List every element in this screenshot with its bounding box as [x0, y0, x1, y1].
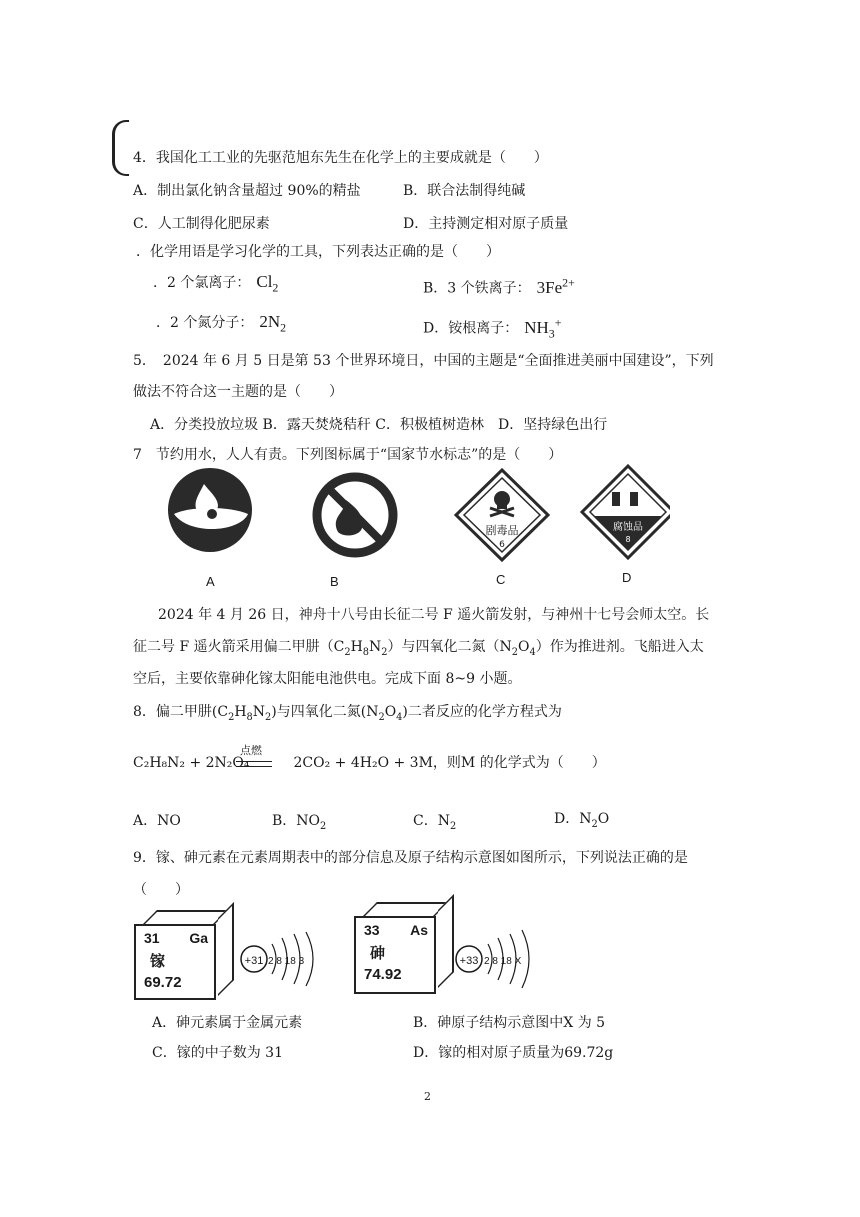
toxic-sign-text: 剧毒品 — [485, 524, 519, 537]
as-element-tile — [354, 916, 436, 994]
q8-option-a: A．NO — [133, 813, 181, 829]
as-symbol: As — [410, 922, 428, 938]
q8-option-b: B．$NO_2$ — [272, 813, 327, 832]
q7-signs — [150, 462, 670, 592]
q8-option-d: D．$N_2O$ — [554, 811, 610, 830]
q9-stem-line1: 9．镓、砷元素在元素周期表中的部分信息及原子结构示意图如图所示，下列说法正确的是 — [133, 850, 688, 866]
q7-signs-graphic — [150, 462, 670, 592]
as-name: 砷 — [370, 945, 386, 962]
q8-option-c: C．$N_2$ — [413, 813, 457, 832]
q9-option-b: B．砷原子结构示意图中X 为 5 — [413, 1015, 606, 1031]
q4-option-c: C．人工制得化肥尿素 — [133, 216, 270, 232]
q4-stem: 4．我国化工工业的先驱范旭东先生在化学上的主要成就是（ ） — [133, 150, 548, 166]
passage-line2: 征二号 F 遥火箭采用偏二甲肼$(C_2H_8N_2)$与四氧化二氮$(N_2O_4)$作为推进剂。飞船进入太 — [133, 639, 704, 658]
margin-bracket-mark — [112, 120, 129, 176]
q5-options: A．分类投放垃圾 B．露天焚烧秸秆 C．积极植树造林 D．坚持绿色出行 — [150, 417, 608, 433]
q8-reaction-condition: 点燃 — [240, 744, 262, 757]
q6-option-b — [423, 272, 575, 299]
q8-equation — [133, 752, 606, 772]
page-number: 2 — [424, 1090, 431, 1103]
q5-stem-line2: 做法不符合这一主题的是（ ） — [133, 384, 343, 400]
as-atomic-mass: 74.92 — [364, 966, 402, 983]
as-nucleus-charge: +33 — [459, 955, 479, 967]
corrosive-sign-icon — [582, 466, 670, 558]
ga-atomic-number: 31 — [144, 930, 160, 946]
sign-label-b: B — [330, 574, 339, 589]
ga-nucleus-charge: +31 — [244, 955, 264, 967]
q8-stem: 8．偏二甲肼$(C_2H_8N_2)$与四氧化二氮$(N_2O_4)$二者反应的化学方程式为 — [133, 704, 562, 723]
q7-stem: 7 节约用水，人人有责。下列图标属于“国家节水标志”的是（ ） — [133, 447, 563, 463]
ga-symbol: Ga — [189, 930, 208, 946]
ga-shell-electrons: 2 8 18 3 — [268, 956, 305, 967]
q6-option-c-formula: $2N_2$ — [259, 312, 287, 335]
q6-option-c-label: ．2 个氮分子： — [156, 315, 254, 331]
q8-equation-right: 2CO₂ + 4H₂O + 3M — [293, 755, 433, 771]
sign-label-d: D — [622, 570, 632, 585]
q6-option-a-formula: $Cl_2$ — [256, 272, 279, 295]
q9-option-d: D．镓的相对原子质量为69.72g — [413, 1045, 614, 1061]
q6-option-b-label: B．3 个铁离子： — [423, 280, 531, 297]
q8-equation-left: C₂H₈N₂ + 2N₂O₄ — [133, 755, 250, 771]
q4-option-a: A．制出氯化钠含量超过 90%的精盐 — [133, 183, 361, 199]
q9-option-a: A．砷元素属于金属元素 — [152, 1015, 303, 1031]
q6-stem: ．化学用语是学习化学的工具，下列表达正确的是（ ） — [136, 244, 500, 260]
passage-line1: 2024 年 4 月 26 日，神舟十八号由长征二号 F 遥火箭发射，与神州十七号会师太空。长 — [158, 607, 710, 623]
q4-option-b: B．联合法制得纯碱 — [403, 183, 526, 199]
no-fire-sign-icon — [317, 477, 393, 553]
q6-option-d — [423, 312, 561, 343]
toxic-sign-icon — [456, 470, 548, 560]
q6-option-b-formula: $3Fe^{2+}$ — [536, 275, 575, 297]
ga-name: 镓 — [150, 953, 166, 970]
ga-atomic-mass: 69.72 — [144, 974, 182, 991]
q4-option-d: D．主持测定相对原子质量 — [403, 216, 569, 232]
sign-label-a: A — [206, 574, 215, 589]
water-saving-sign-icon — [168, 468, 252, 552]
corrosive-sign-number: 8 — [625, 535, 631, 544]
q6-option-d-label: D．铵根离子： — [423, 320, 519, 337]
q8-equation-tail: ，则M 的化学式为（ ） — [432, 755, 606, 771]
ga-element-tile — [134, 924, 216, 1000]
q9-stem-line2: （ ） — [133, 882, 189, 898]
q6-option-c — [156, 312, 286, 337]
q5-stem-line1: 5． 2024 年 6 月 5 日是第 53 个世界环境日，中国的主题是“全面推进美丽中国建设”，下列 — [133, 353, 714, 369]
q9-option-c: C．镓的中子数为 31 — [152, 1045, 283, 1061]
ga-tile-side — [218, 902, 234, 996]
sign-label-c: C — [496, 572, 506, 587]
q6-option-a — [153, 272, 278, 297]
as-atomic-number: 33 — [364, 922, 380, 938]
as-atom-structure — [452, 922, 552, 992]
corrosive-sign-text: 腐蚀品 — [613, 522, 643, 533]
toxic-sign-number: 6 — [499, 540, 505, 550]
passage-line3: 空后，主要依靠砷化镓太阳能电池供电。完成下面 8~9 小题。 — [133, 671, 522, 687]
q6-option-a-label: ．2 个氯离子： — [153, 275, 251, 291]
as-shell-electrons: 2 8 18 X — [484, 956, 522, 967]
q6-option-d-formula: $NH_3^+$ — [524, 315, 562, 341]
ga-atom-structure — [238, 924, 328, 994]
